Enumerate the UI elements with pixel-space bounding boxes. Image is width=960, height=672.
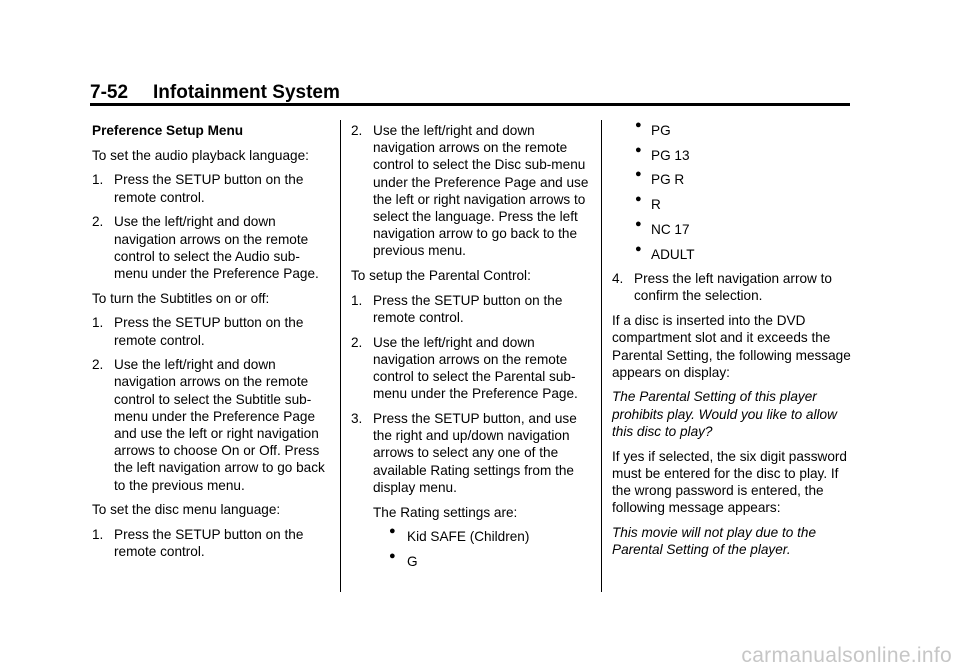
step-number: 1. [351, 292, 363, 308]
rating-item [612, 143, 858, 164]
paragraph-exceeds: If a disc is inserted into the DVD compartment slot and it exceeds the Parental Setting, the following message appears on display: [612, 313, 851, 380]
step-text: Press the SETUP button on the remote control. [114, 527, 304, 560]
bullet-icon: ● [389, 525, 396, 538]
rating-text: NC 17 [651, 221, 690, 237]
step-number: 2. [92, 214, 104, 230]
rating-text: PG [651, 123, 671, 138]
bullet-icon: ● [635, 217, 642, 230]
list-item [351, 410, 591, 496]
section-title: Infotainment System [153, 82, 340, 103]
list-item [92, 213, 332, 282]
list-item [92, 171, 332, 205]
rating-item [612, 217, 858, 238]
step-text: Press the SETUP button, and use the right and up/down navigation arrows to select any one of the available Rating settings from the display menu. [373, 411, 577, 495]
bullet-icon: ● [635, 119, 642, 131]
column-1 [92, 122, 332, 568]
step-text: Use the left/right and down navigation arrows on the remote control to select the Audio sub-menu under the Preference Page. [114, 214, 319, 281]
list-item [92, 356, 332, 494]
bullet-icon: ● [635, 242, 642, 255]
step-text: Press the left navigation arrow to confirm the selection. [634, 271, 832, 304]
rating-text: G [407, 553, 418, 569]
list-item [612, 270, 858, 304]
bullet-icon: ● [389, 549, 396, 562]
step-text: Use the left/right and down navigation arrows on the remote control to select the Subtitle sub-menu under the Preference Page and use the left or right navigation arrows to choose On or Off. Press the left navigation arrow to go back to the previous menu. [114, 357, 325, 493]
ratings-intro: The Rating settings are: [373, 504, 518, 520]
step-number: 2. [351, 123, 363, 138]
rating-text: ADULT [651, 246, 695, 262]
paragraph-password: If yes if selected, the six digit password must be entered for the disc to play. If the wrong password is entered, the following message appears: [612, 448, 847, 516]
list-item [92, 526, 332, 560]
column-3 [612, 119, 858, 566]
bullet-icon: ● [635, 143, 642, 156]
rating-item [612, 193, 858, 213]
section-heading: Preference Setup Menu [92, 123, 244, 138]
rating-item [351, 549, 591, 570]
column-divider-2 [601, 120, 602, 592]
list-item [351, 292, 591, 326]
step-number: 4. [612, 271, 624, 287]
rating-item [612, 242, 858, 263]
list-item [92, 314, 332, 348]
rating-text: PG R [651, 172, 685, 188]
step-number: 2. [92, 357, 104, 373]
bullet-icon: ● [635, 168, 642, 181]
step-number: 3. [351, 411, 363, 427]
rating-text: Kid SAFE (Children) [407, 529, 530, 545]
rating-item [351, 525, 591, 545]
step-text: Press the SETUP button on the remote control. [373, 292, 563, 326]
step-number: 1. [92, 527, 104, 543]
list-item [351, 334, 591, 403]
rating-item [612, 168, 858, 188]
column-divider-1 [340, 120, 341, 592]
step-text: Use the left/right and down navigation arrows on the remote control to select the Parental sub-menu under the Preference Page. [373, 334, 578, 402]
step-number: 1. [92, 315, 104, 331]
intro-subtitles: To turn the Subtitles on or off: [92, 290, 270, 306]
message-wrong-password: This movie will not play due to the Parental Setting of the player. [612, 524, 817, 558]
bullet-icon: ● [635, 193, 642, 206]
header-rule [90, 103, 850, 106]
message-prohibit: The Parental Setting of this player prohibits play. Would you like to allow this disc to play? [612, 389, 837, 439]
rating-text: R [651, 197, 661, 213]
step-text: Press the SETUP button on the remote control. [114, 172, 304, 205]
step-text: Press the SETUP button on the remote control. [114, 315, 304, 348]
rating-item [612, 119, 858, 139]
list-item [351, 122, 591, 260]
intro-audio: To set the audio playback language: [92, 147, 309, 163]
watermark: carmanualsonline.info [741, 644, 952, 667]
step-text: Use the left/right and down navigation arrows on the remote control to select the Disc sub-menu under the Preference Page and use the left or right navigation arrows to select the language. Press the left navigation arrow to go back to the previous menu. [373, 123, 589, 259]
column-2 [351, 122, 591, 578]
intro-disc: To set the disc menu language: [92, 502, 281, 518]
page-number: 7-52 [90, 82, 129, 103]
step-number: 2. [351, 334, 363, 350]
step-number: 1. [92, 172, 104, 188]
intro-parental: To setup the Parental Control: [351, 268, 531, 284]
rating-text: PG 13 [651, 147, 690, 163]
